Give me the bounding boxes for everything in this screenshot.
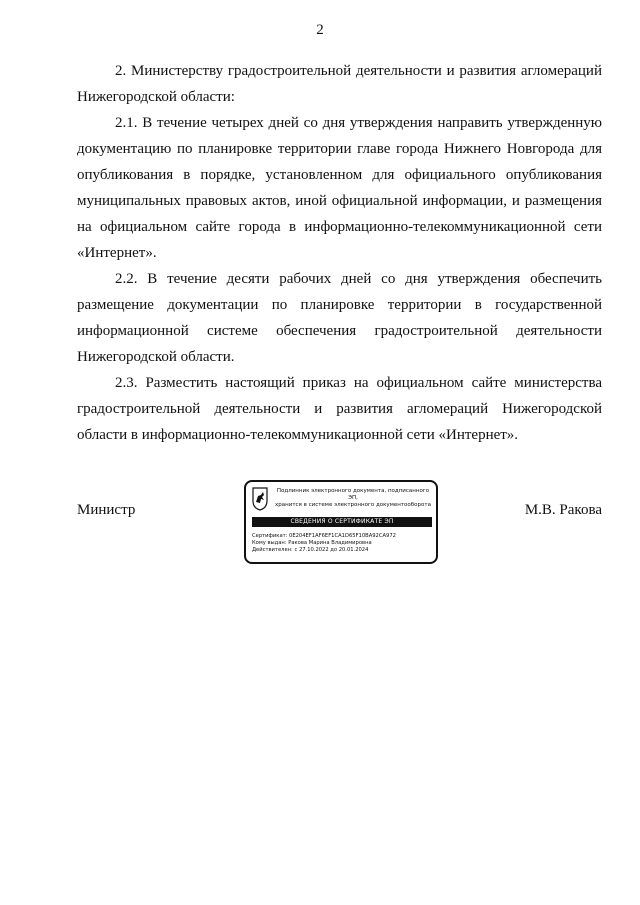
stamp-certificate-line	[252, 533, 434, 540]
stamp-note	[272, 488, 434, 509]
valid-value: с 27.10.2022 до 20.01.2024	[294, 547, 369, 553]
certificate-value: 0E204EF1AF6EF1CA1D65F10BA92CA972	[289, 533, 396, 539]
electronic-signature-stamp	[244, 480, 438, 564]
valid-label: Действителен:	[252, 547, 293, 553]
stamp-note-line-1: Подлинник электронного документа, подписанного ЭП,	[276, 488, 430, 501]
page-number: 2	[316, 22, 324, 38]
certificate-label: Сертификат:	[252, 533, 288, 539]
document-body	[77, 58, 602, 448]
paragraph-2: 2. Министерству градостроительной деятельности и развития агломераций Нижегородской области:	[77, 63, 602, 105]
nizhny-novgorod-emblem-icon	[252, 487, 268, 511]
issued-value: Ракова Марина Владимировна	[288, 540, 372, 546]
paragraph-2-3: 2.3. Разместить настоящий приказ на официальном сайте министерства градостроительной деятельности и развития агломераций Нижегородской области в информационно-телекоммуникационной сети «Интернет».	[77, 375, 602, 443]
paragraph-2-1: 2.1. В течение четырех дней со дня утверждения направить утвержденную документацию по планировке территории главе города Нижнего Новгорода для опубликования в порядке, установленном для официального опубликования муниципальных правовых актов, иной официальной информации, и размещения на официальном сайте города в информационно-телекоммуникационной сети «Интернет».	[77, 115, 602, 261]
signer-title: Министр	[77, 502, 136, 518]
signer-name: М.В. Ракова	[524, 502, 602, 518]
stamp-valid-line	[252, 547, 434, 554]
paragraph-2-2: 2.2. В течение десяти рабочих дней со дня утверждения обеспечить размещение документации по планировке территории в государственной информационной системе обеспечения градостроительной деятельности Нижегородской области.	[77, 271, 602, 365]
stamp-note-line-2: хранится в системе электронного документооборота	[275, 502, 431, 508]
stamp-issued-line	[252, 540, 434, 547]
issued-label: Кому выдан:	[252, 540, 287, 546]
stamp-header: СВЕДЕНИЯ О СЕРТИФИКАТЕ ЭП	[252, 517, 432, 527]
stamp-details	[252, 533, 434, 554]
signature-block	[77, 480, 602, 568]
